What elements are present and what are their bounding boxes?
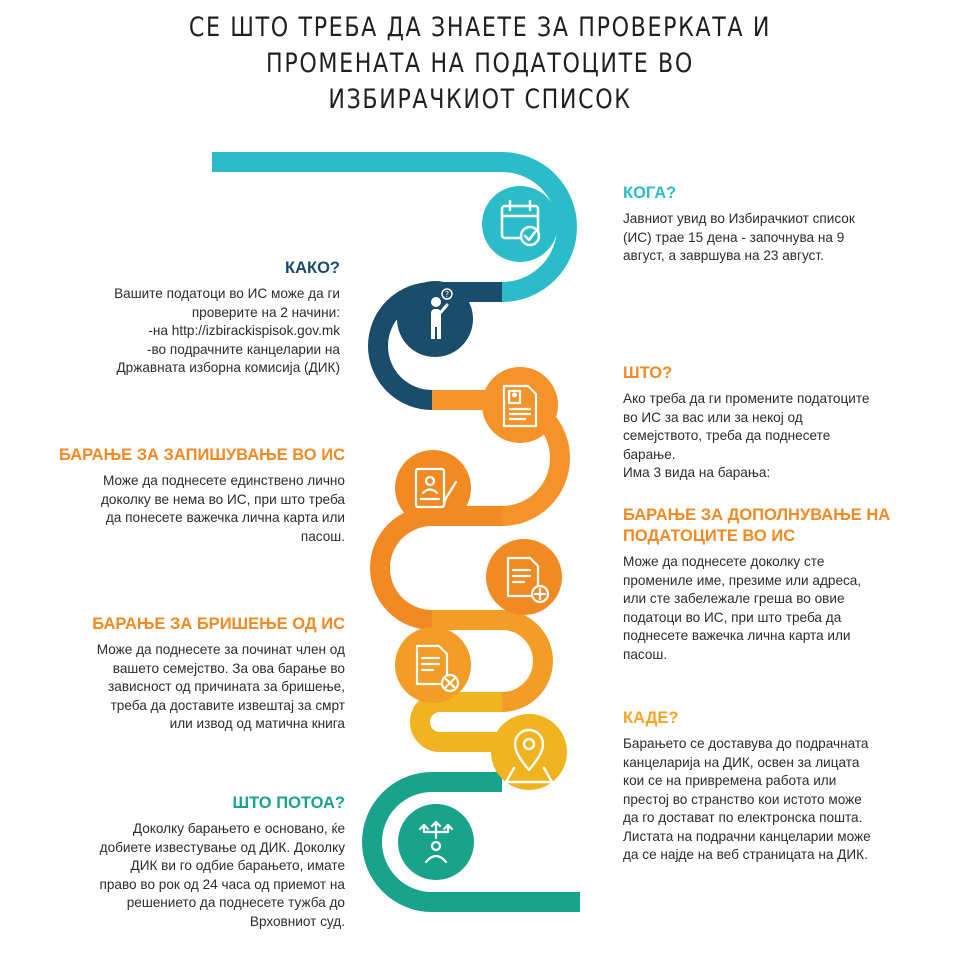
brishenje-text: Може да поднесете за починат член од вашето семејство. За ова барање во зависност од причината за бришење, треба да доставите извештај за смрт или извод од матична книга <box>96 642 345 731</box>
koga-heading: КОГА? <box>623 184 677 202</box>
section-brishenje <box>20 614 345 734</box>
section-koga <box>623 183 943 266</box>
kade-icon-circle <box>491 714 567 790</box>
dopolnuvanje-heading: БАРАЊЕ ЗА ДОПОЛНУВАЊЕ НА ПОДАТОЦИТЕ ВО ИС <box>623 506 891 545</box>
shto-text: Ако треба да ги промените податоците во ИС за вас или за некој од семејството, треба да поднесете барање. Има 3 вида на барања: <box>623 391 870 480</box>
kade-text: Барањето се доставува до подрачната канцеларија на ДИК, освен за лицата кои се на привремена работа или престој во странство кои истото може да го достават по електронска пошта. Листата на подрачни канцеларии може да се најде на веб страницата на ДИК. <box>623 736 871 862</box>
section-kade <box>623 708 948 865</box>
shto-heading: ШТО? <box>623 364 673 382</box>
road-segment-orange-2 <box>380 516 502 620</box>
shto-potoa-text: Доколку барањето е основано, ќе добиете известување од ДИК. Доколку ДИК ви го одбие барањето, имате право во рок од 24 часа од приемот на решението да поднесете тужба до Врховниот суд. <box>99 821 345 929</box>
kako-heading: КАКО? <box>285 259 340 277</box>
kako-text: Вашите податоци во ИС може да ги проверите на 2 начини: -на http://izbirackispisok.gov.mk -во подрачните канцеларии на Државната изборна комисија (ДИК) <box>114 286 340 375</box>
kako-icon-circle <box>397 281 473 357</box>
section-shto-potoa <box>20 793 345 931</box>
section-kako <box>30 258 340 378</box>
section-zapishuvanje <box>20 445 345 546</box>
zapishuvanje-text: Може да поднесете единствено лично доколку ве нема во ИС, при што треба да понесете важечка лична карта или пасош. <box>101 473 345 544</box>
dopolnuvanje-text: Може да поднесете доколку сте промениле име, презиме или адреса, или сте забележале греша во овие податоци во ИС, при што треба да поднесете важечка лична карта или пасош. <box>623 554 862 662</box>
shto-potoa-heading: ШТО ПОТОА? <box>232 794 345 812</box>
brishenje-heading: БАРАЊЕ ЗА БРИШЕЊЕ ОД ИС <box>92 615 345 633</box>
section-dopolnuvanje <box>623 505 948 664</box>
kade-heading: КАДЕ? <box>623 709 679 727</box>
koga-text: Јавниот увид во Избирачкиот список (ИС) трае 15 дена - започнува на 9 август, а завршува на 23 август. <box>623 211 855 263</box>
shto-icon-circle <box>482 367 558 443</box>
koga-icon-circle <box>482 186 558 262</box>
title-line-1: СЕ ШТО ТРЕБА ДА ЗНАЕТЕ ЗА ПРОВЕРКАТА И <box>188 12 772 43</box>
section-shto <box>623 363 943 483</box>
brishenje-icon-circle <box>395 627 471 703</box>
title-line-3: ИЗБИРАЧКИОТ СПИСОК <box>328 84 632 115</box>
zapishuvanje-heading: БАРАЊЕ ЗА ЗАПИШУВАЊЕ ВО ИС <box>58 446 345 464</box>
shto-potoa-icon-circle <box>398 804 474 880</box>
svg-text:?: ? <box>444 290 450 299</box>
title-line-2: ПРОМЕНАТА НА ПОДАТОЦИТЕ ВО <box>266 48 694 79</box>
road-segment-yellow <box>420 702 502 742</box>
zapishuvanje-icon-circle <box>395 450 471 526</box>
dopolnuvanje-icon-circle <box>486 539 562 615</box>
